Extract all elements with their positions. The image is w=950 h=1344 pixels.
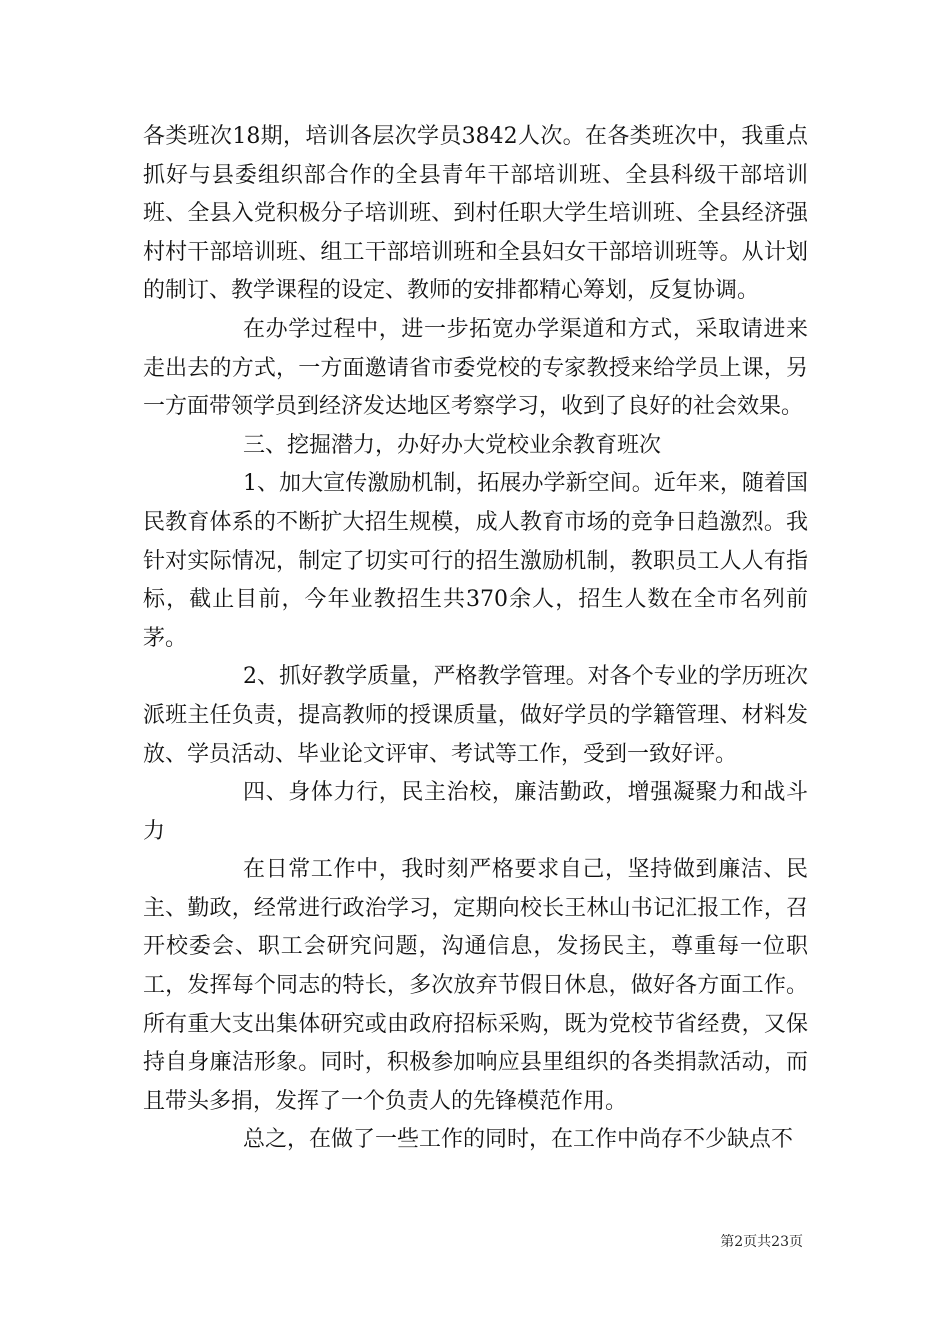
paragraph: 1、加大宣传激励机制，拓展办学新空间。近年来，随着国民教育体系的不断扩大招生规模，成人教育市场的竞争日趋激烈。我针对实际情况，制定了切实可行的招生激励机制，教职员工人人有指标，截止目前，今年业教招生共370余人，招生人数在全市名列前茅。 [143, 471, 808, 651]
section-heading: 三、挖掘潜力，办好办大党校业余教育班次 [243, 432, 662, 458]
page-number: 第2页共23页 [720, 1234, 803, 1250]
document-body [143, 118, 808, 1160]
paragraph: 2、抓好教学质量，严格教学管理。对各个专业的学历班次派班主任负责，提高教师的授课质量，做好学员的学籍管理、材料发放、学员活动、毕业论文评审、考试等工作，受到一致好评。 [143, 664, 808, 767]
paragraph-continued: 各类班次18期，培训各层次学员3842人次。在各类班次中，我重点抓好与县委组织部合作的全县青年干部培训班、全县科级干部培训班、全县入党积极分子培训班、到村任职大学生培训班、全县经济强村村干部培训班、组工干部培训班和全县妇女干部培训班等。从计划的制订、教学课程的设定、教师的安排都精心筹划，反复协调。 [143, 124, 809, 304]
paragraph: 在日常工作中，我时刻严格要求自己，坚持做到廉洁、民主、勤政，经常进行政治学习，定期向校长王林山书记汇报工作，召开校委会、职工会研究问题，沟通信息，发扬民主，尊重每一位职工，发挥每个同志的特长，多次放弃节假日休息，做好各方面工作。所有重大支出集体研究或由政府招标采购，既为党校节省经费，又保持自身廉洁形象。同时，积极参加响应县里组织的各类捐款活动，而且带头多捐，发挥了一个负责人的先锋模范作用。 [143, 857, 808, 1114]
paragraph: 总之，在做了一些工作的同时，在工作中尚存不少缺点不 [243, 1127, 794, 1153]
section-heading: 四、身体力行，民主治校，廉洁勤政，增强凝聚力和战斗力 [143, 780, 808, 844]
paragraph: 在办学过程中，进一步拓宽办学渠道和方式，采取请进来走出去的方式，一方面邀请省市委党校的专家教授来给学员上课，另一方面带领学员到经济发达地区考察学习，收到了良好的社会效果。 [143, 316, 808, 420]
